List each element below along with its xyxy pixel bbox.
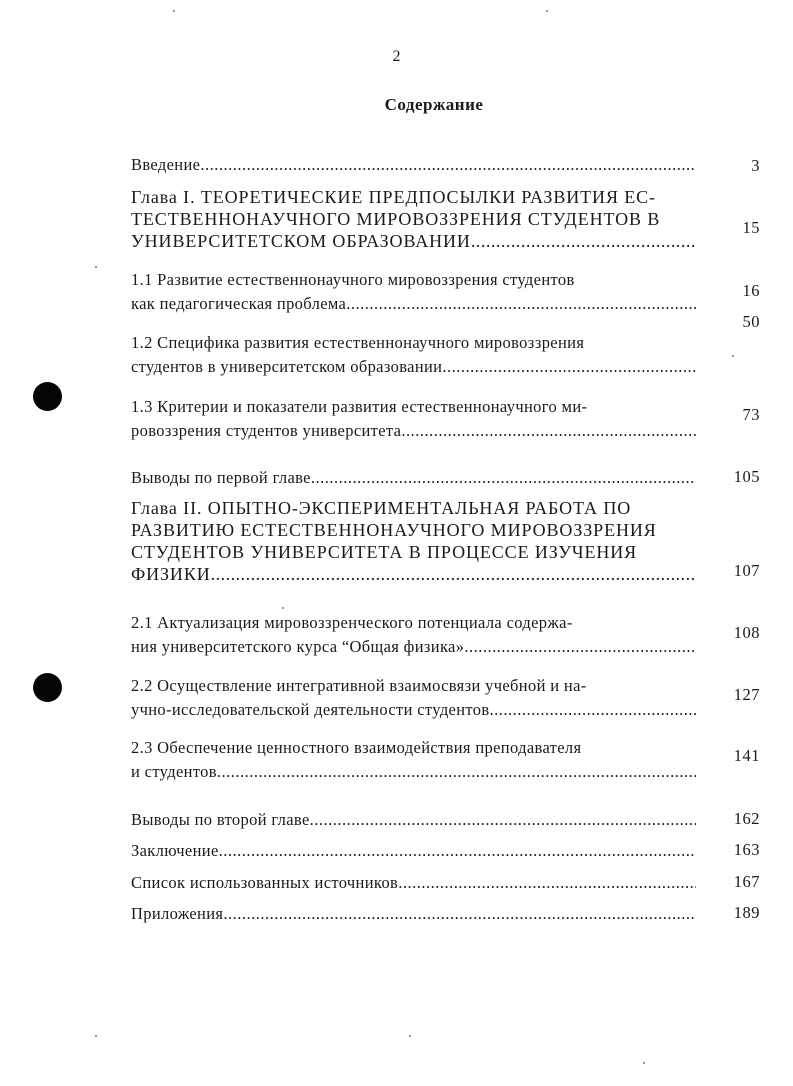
toc-entry-section-1-2	[131, 331, 696, 379]
toc-entry-title: ровоззрения студентов университета	[131, 421, 402, 440]
toc-page-number: 108	[733, 623, 760, 642]
toc-leader	[217, 760, 696, 784]
toc-entry-introduction	[131, 153, 696, 177]
toc-entry-line: СТУДЕНТОВ УНИВЕРСИТЕТА В ПРОЦЕССЕ ИЗУЧЕНИЯ	[131, 542, 638, 562]
toc-entry-title: Приложения	[131, 904, 224, 923]
toc-leader	[346, 292, 696, 316]
toc-entry-chapter-1	[131, 186, 696, 252]
toc-page-number: 189	[733, 903, 760, 922]
toc-page-number: 73	[742, 405, 760, 424]
toc-entry-line: 2.1 Актуализация мировоззренческого потенциала содержа-	[131, 613, 573, 632]
toc-entry-chapter-2	[131, 497, 696, 585]
punch-hole-upper	[33, 382, 62, 411]
toc-page-number: 162	[733, 809, 760, 828]
toc-leader	[398, 871, 696, 895]
toc-entry-line: РАЗВИТИЮ ЕСТЕСТВЕННОНАУЧНОГО МИРОВОЗЗРЕНИЯ	[131, 520, 657, 540]
toc-page-number: 3	[751, 156, 760, 175]
toc-entry-title: ФИЗИКИ	[131, 564, 211, 584]
toc-page-number: 50	[742, 312, 760, 331]
toc-entry-section-2-1	[131, 611, 696, 659]
toc-entry-title: как педагогическая проблема	[131, 294, 347, 313]
scan-speck	[95, 266, 97, 268]
toc-entry-title: студентов в университетском образовании	[131, 357, 443, 376]
toc-page-number: 167	[733, 872, 760, 891]
toc-entry-title: Список использованных источников	[131, 873, 399, 892]
toc-leader	[442, 355, 696, 379]
toc-entry-section-1-1	[131, 268, 696, 316]
scan-speck	[95, 1035, 97, 1037]
toc-entry-title: Заключение	[131, 841, 219, 860]
toc-leader	[211, 563, 696, 585]
toc-page-number: 107	[733, 561, 760, 580]
toc-entry-line: ТЕСТВЕННОНАУЧНОГО МИРОВОЗЗРЕНИЯ СТУДЕНТОВ В	[131, 209, 661, 229]
toc-entry-line: 1.3 Критерии и показатели развития естественнонаучного ми-	[131, 397, 588, 416]
toc-leader	[311, 466, 696, 490]
scan-speck	[173, 10, 175, 12]
toc-entry-section-2-2	[131, 674, 696, 722]
toc-leader	[223, 902, 696, 926]
toc-entry-conclusion	[131, 839, 696, 863]
toc-entry-title: учно-исследовательской деятельности студентов	[131, 700, 490, 719]
toc-leader	[490, 698, 697, 722]
toc-entry-title: ния университетского курса “Общая физика»	[131, 637, 465, 656]
scan-speck	[282, 607, 284, 609]
toc-entry-line: 2.3 Обеспечение ценностного взаимодействия преподавателя	[131, 738, 582, 757]
toc-page-number: 16	[742, 281, 760, 300]
toc-entry-line: 1.2 Специфика развития естественнонаучного мировоззрения	[131, 333, 585, 352]
toc-entry-title: Выводы по первой главе	[131, 468, 311, 487]
toc-entry-section-1-3	[131, 395, 696, 443]
toc-entry-line: Глава II. ОПЫТНО-ЭКСПЕРИМЕНТАЛЬНАЯ РАБОТА ПО	[131, 498, 632, 518]
punch-hole-lower	[33, 673, 62, 702]
toc-entry-line: Глава I. ТЕОРЕТИЧЕСКИЕ ПРЕДПОСЫЛКИ РАЗВИТИЯ ЕС-	[131, 187, 656, 207]
toc-entry-title: Выводы по второй главе	[131, 810, 310, 829]
toc-entry-references	[131, 871, 696, 895]
toc-page-number: 127	[733, 685, 760, 704]
toc-leader	[200, 153, 696, 177]
toc-entry-appendices	[131, 902, 696, 926]
scan-speck	[732, 355, 734, 357]
toc-leader	[471, 230, 696, 252]
toc-entry-title: Введение	[131, 155, 201, 174]
toc-page-number: 163	[733, 840, 760, 859]
scan-speck	[409, 1035, 411, 1037]
toc-entry-title: и студентов	[131, 762, 217, 781]
toc-page-number: 15	[742, 218, 760, 237]
toc-page-number: 105	[733, 467, 760, 486]
toc-leader	[219, 839, 696, 863]
toc-entry-conclusions-2	[131, 808, 696, 832]
toc-heading: Содержание	[384, 95, 484, 114]
toc-leader	[310, 808, 696, 832]
scan-speck	[643, 1062, 645, 1064]
toc-page-number: 141	[733, 746, 760, 765]
page-number: 2	[392, 48, 401, 65]
toc-entry-line: 1.1 Развитие естественнонаучного мировоззрения студентов	[131, 270, 575, 289]
toc-entry-line: 2.2 Осуществление интегративной взаимосвязи учебной и на-	[131, 676, 587, 695]
scan-speck	[546, 10, 548, 12]
toc-leader	[401, 419, 696, 443]
toc-entry-title: УНИВЕРСИТЕТСКОМ ОБРАЗОВАНИИ	[131, 231, 471, 251]
toc-leader	[464, 635, 696, 659]
toc-entry-conclusions-1	[131, 466, 696, 490]
toc-entry-section-2-3	[131, 736, 696, 784]
